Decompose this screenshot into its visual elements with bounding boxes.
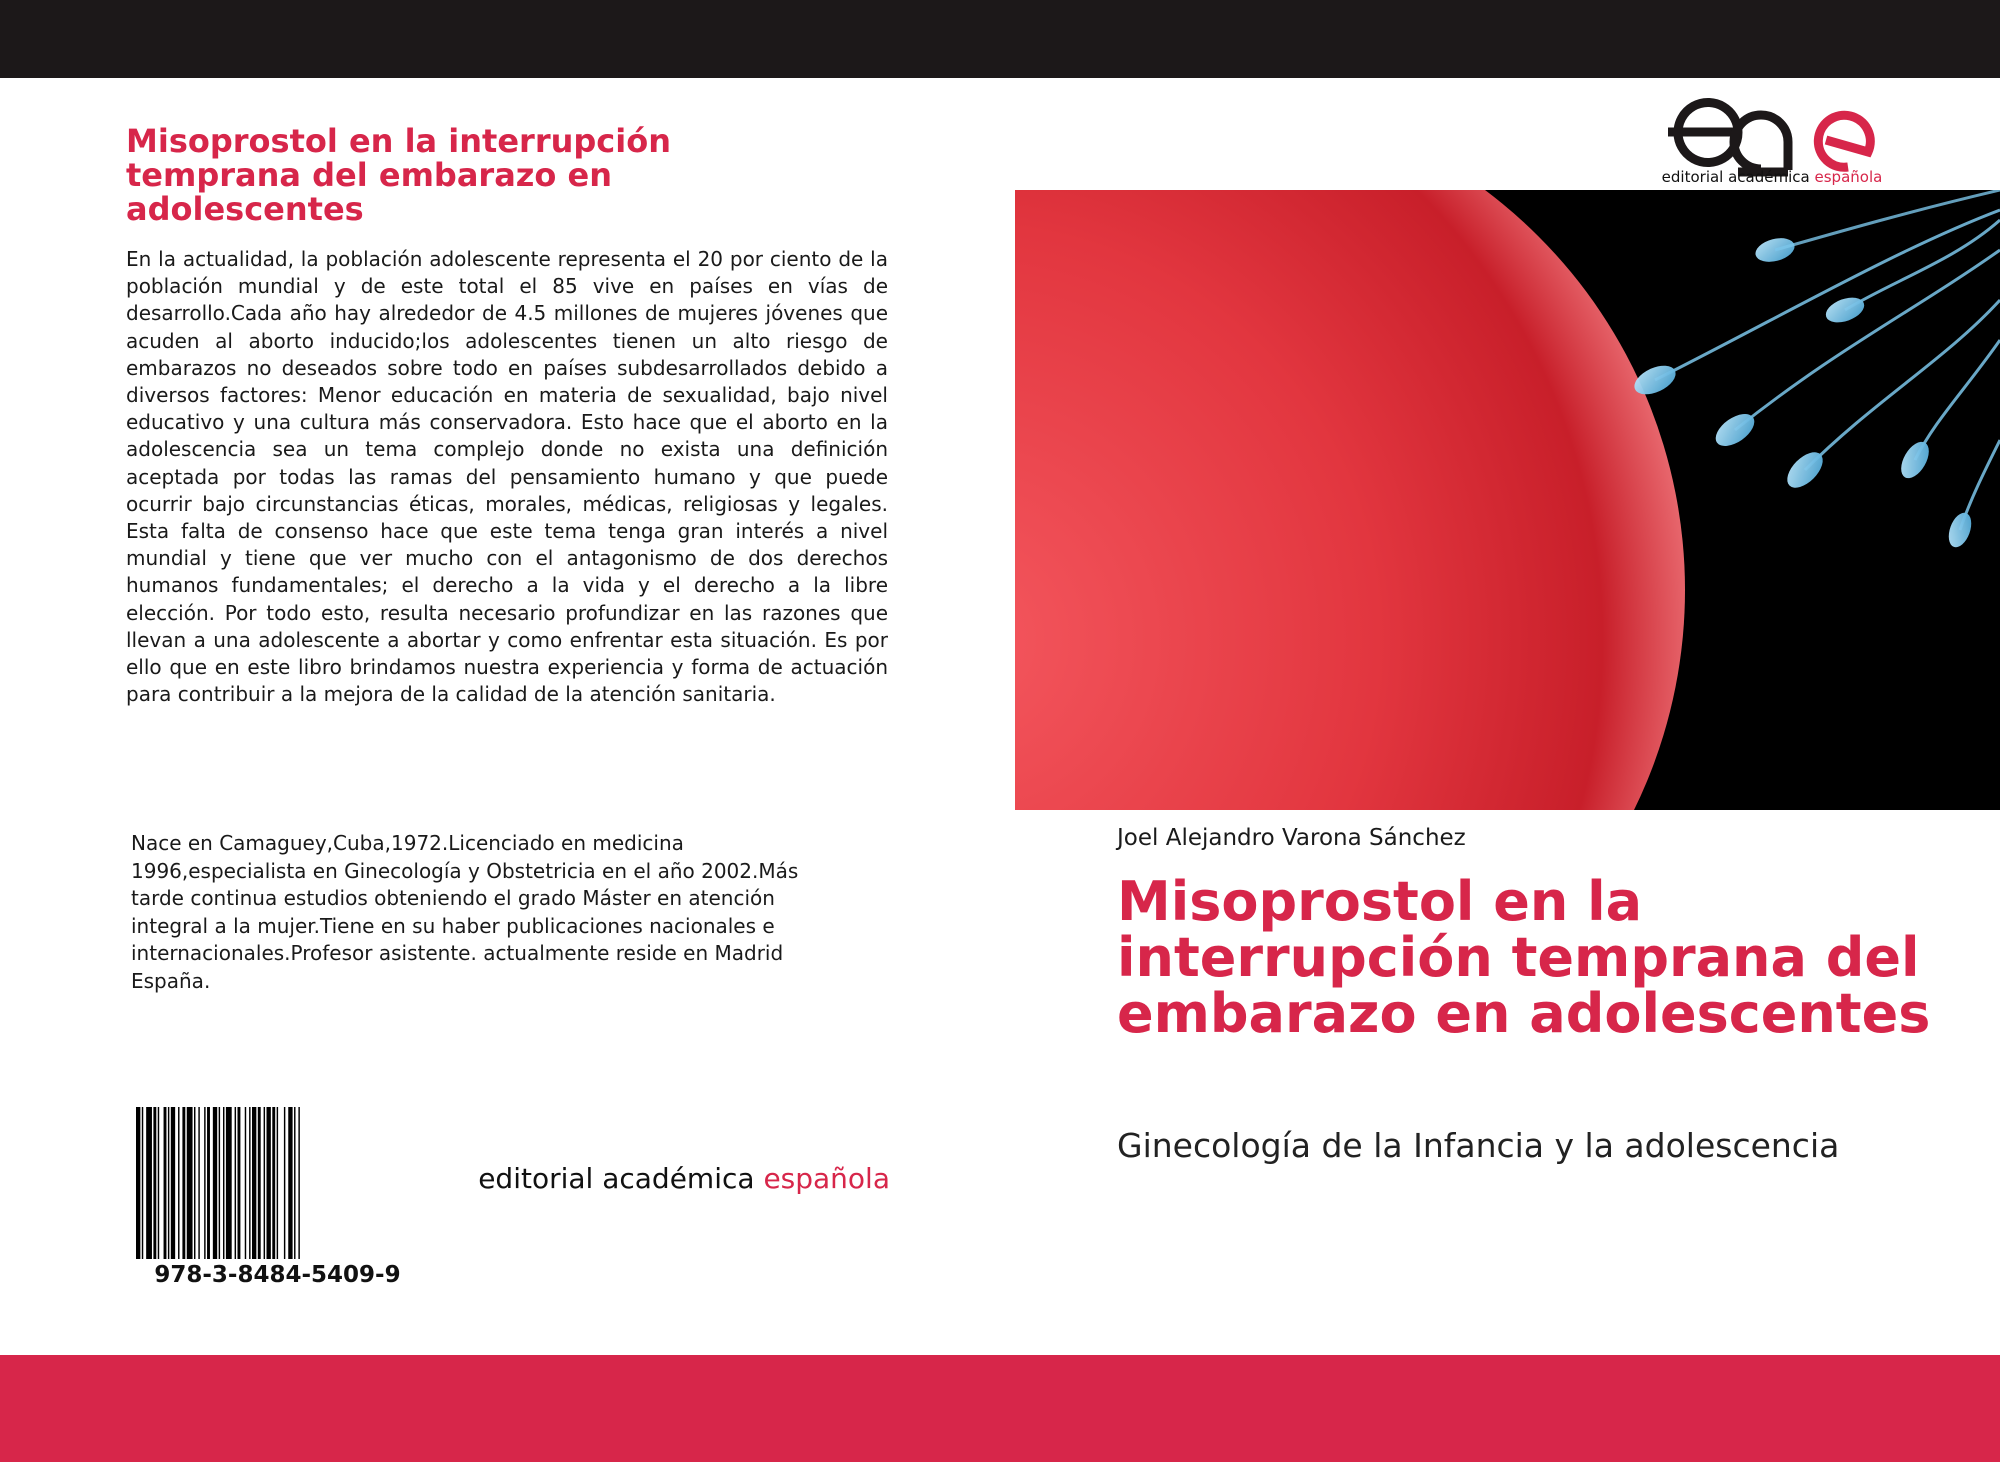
barcode-bar [168, 1107, 169, 1259]
barcode-bar [226, 1107, 232, 1259]
barcode-bar [178, 1107, 179, 1259]
barcode-bar [284, 1107, 285, 1259]
barcode-bar [194, 1107, 195, 1259]
barcode-bar [298, 1107, 299, 1259]
barcode-bar [164, 1107, 167, 1259]
book-title: Misoprostol en la interrupción temprana del embarazo en adolescentes [1117, 870, 1931, 1045]
back-cover-blurb: En la actualidad, la población adolescente representa el 20 por ciento de la población mundial y de este total el 85 vive en países en vías de desarrollo.Cada año hay alrededor de 4.5 millones de mujeres jóvenes que acuden al aborto inducido;los adolescentes tienen un alto riesgo de embarazos no deseados sobre todo en países subdesarrollados debido a diversos factores: Menor educación en materia de sexualidad, bajo nivel educativo y una cultura más conservadora. Esto hace que el aborto en la adolescencia sea un tema complejo donde no exista una definición aceptada por todas las ramas del pensamiento humano y que puede ocurrir bajo circunstancias éticas, morales, médicas, religiosas y legales. Esta falta de consenso hace que este tema tenga gran interés a nivel mundial y tiene que ver mucho con el antagonismo de dos derechos humanos fundamentales; el derecho a la vida y el derecho a la libre elección. Por todo esto, resulta necesario profundizar en las razones que llevan a una adolescente a abortar y como enfrentar esta situación. Es por ello que en este libro brindamos nuestra experiencia y forma de actuación para contribuir a la mejora de la calidad de la atención sanitaria. [126, 247, 888, 707]
barcode-bar [223, 1107, 224, 1259]
barcode-bar [267, 1107, 271, 1259]
barcode-bar [238, 1107, 241, 1259]
barcode-bar [294, 1107, 295, 1259]
logo-tagline [1658, 168, 1886, 186]
barcode-bar [245, 1107, 246, 1259]
barcode-bar [171, 1107, 175, 1259]
barcode-bar [142, 1107, 143, 1259]
imprint-name: editorial académica [478, 1162, 755, 1195]
isbn-number: 978-3-8484-5409-9 [154, 1262, 401, 1288]
barcode-bar [272, 1107, 275, 1259]
cover-illustration [1015, 190, 2000, 810]
imprint-country: española [763, 1162, 890, 1195]
top-dark-band [0, 0, 2000, 78]
author-biography: Nace en Camaguey,Cuba,1972.Licenciado en medicina 1996,especialista en Ginecología y Obstetricia en el año 2002.Más tarde continua estudios obteniendo el grado Máster en atención integral a la mujer.Tiene en su haber publicaciones nacionales e internacionales.Profesor asistente. actualmente reside en Madrid España. [131, 831, 799, 993]
barcode-bar [249, 1107, 250, 1259]
barcode-bar [158, 1107, 159, 1259]
barcode-bar [264, 1107, 265, 1259]
barcode-bar [182, 1107, 185, 1259]
logo-tagline-name: editorial académica [1661, 168, 1810, 186]
barcode-bar [198, 1107, 199, 1259]
book-subtitle: Ginecología de la Infancia y la adolescencia [1117, 1126, 1840, 1165]
barcode-bar [213, 1107, 217, 1259]
publisher-imprint [472, 1162, 890, 1195]
barcode-bar [219, 1107, 220, 1259]
barcode-icon [136, 1107, 419, 1259]
barcode-bar [207, 1107, 210, 1259]
barcode-bar [235, 1107, 236, 1259]
barcode-bar [288, 1107, 292, 1259]
barcode-bar [153, 1107, 156, 1259]
barcode-bar [252, 1107, 256, 1259]
barcode-bar [204, 1107, 205, 1259]
back-cover-title: Misoprostol en la interrupción temprana del embarazo en adolescentes [126, 122, 671, 228]
barcode-bar [258, 1107, 261, 1259]
bottom-accent-band [0, 1355, 2000, 1462]
barcode-bar [187, 1107, 193, 1259]
author-name: Joel Alejandro Varona Sánchez [1117, 825, 1466, 851]
barcode-bar [136, 1107, 140, 1259]
barcode-bar [146, 1107, 152, 1259]
logo-tagline-country: española [1814, 168, 1883, 186]
barcode-bar [277, 1107, 278, 1259]
